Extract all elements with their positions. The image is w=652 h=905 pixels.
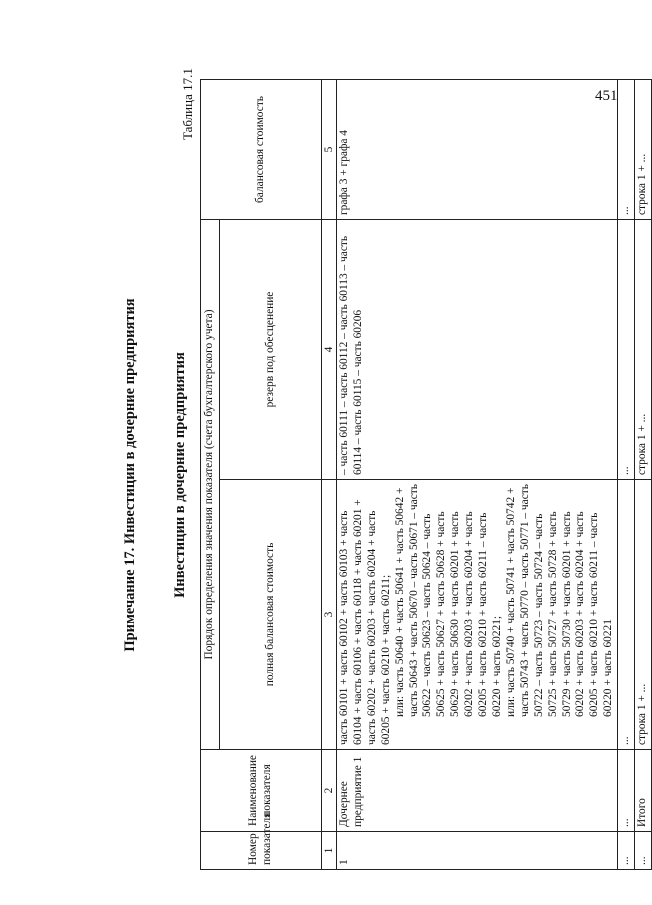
formula-part: или: часть 50640 + часть 50641 + часть 50642 + часть 50643 + часть 50670 – часть 50671 – часть 50622 – часть 50623 – часть 50624 – часть 50625 + часть 50627 + часть 50628 + часть 50629 + часть 50630 + часть 60201 + часть 60202 + часть 60203 + часть 60204 + часть 60205 + часть 60210 + часть 60211 – часть 60220 + часть 60221;	[393, 484, 503, 717]
header-full-balance-value: полная балансовая стоимость	[220, 480, 322, 750]
row-full-value	[337, 480, 618, 750]
column-number: 5	[322, 80, 337, 220]
header-balance-value: балансовая стоимость	[201, 80, 322, 220]
header-impairment-reserve: резерв под обесценение	[220, 220, 322, 480]
row-name: Итого	[635, 750, 652, 832]
column-number: 3	[322, 480, 337, 750]
table-label: Таблица 17.1	[180, 68, 195, 140]
row-reserve: – часть 60111 – часть 60112 – часть 60113 – часть 60114 – часть 60115 – часть 60206	[337, 220, 618, 480]
row-number: ...	[618, 832, 635, 870]
note-title: Примечание 17. Инвестиции в дочерние предприятия	[122, 298, 138, 652]
row-reserve: строка 1 + ...	[635, 220, 652, 480]
header-row-1	[201, 80, 220, 870]
page-number: 451	[595, 88, 618, 104]
column-number: 4	[322, 220, 337, 480]
formula-part: или: часть 50740 + часть 50741 + часть 50742 + часть 50743 + часть 50770 – часть 50771 – часть 50722 – часть 50723 – часть 50724 – часть 50725 + часть 50727 + часть 50728 + часть 50729 + часть 50730 + часть 60201 + часть 60202 + часть 60203 + часть 60204 + часть 60205 + часть 60210 + часть 60211 – часть 60220 + часть 60221	[504, 484, 615, 717]
formula-part: часть 60101 + часть 60102 + часть 60103 + часть 60104 + часть 60106 + часть 60118 + часть 60201 + часть 60202 + часть 60203 + часть 60204 + часть 60205 + часть 60210 + часть 60211;	[338, 499, 392, 745]
rotated-document-content	[114, 68, 649, 870]
table-row	[618, 80, 635, 870]
row-number: ...	[635, 832, 652, 870]
row-balance: графа 3 + графа 4	[337, 80, 618, 220]
row-number: 1	[337, 832, 618, 870]
row-name: Дочернее предприятие 1	[337, 750, 618, 832]
row-full-value: ...	[618, 480, 635, 750]
header-method-group: Порядок определения значения показателя (счета бухгалтерского учета)	[201, 220, 220, 750]
row-name: ...	[618, 750, 635, 832]
header-indicator-number: Номер показателя	[201, 832, 322, 870]
investments-table	[200, 79, 652, 870]
row-reserve: ...	[618, 220, 635, 480]
row-balance: ...	[618, 80, 635, 220]
table-row-total	[635, 80, 652, 870]
table-title: Инвестиции в дочерние предприятия	[172, 352, 188, 598]
column-number: 2	[322, 750, 337, 832]
row-balance: строка 1 + ...	[635, 80, 652, 220]
row-full-value: строка 1 + ...	[635, 480, 652, 750]
column-number: 1	[322, 832, 337, 870]
table-row	[337, 80, 618, 870]
column-numbers-row	[322, 80, 337, 870]
header-indicator-name: Наименование показателя	[201, 750, 322, 832]
